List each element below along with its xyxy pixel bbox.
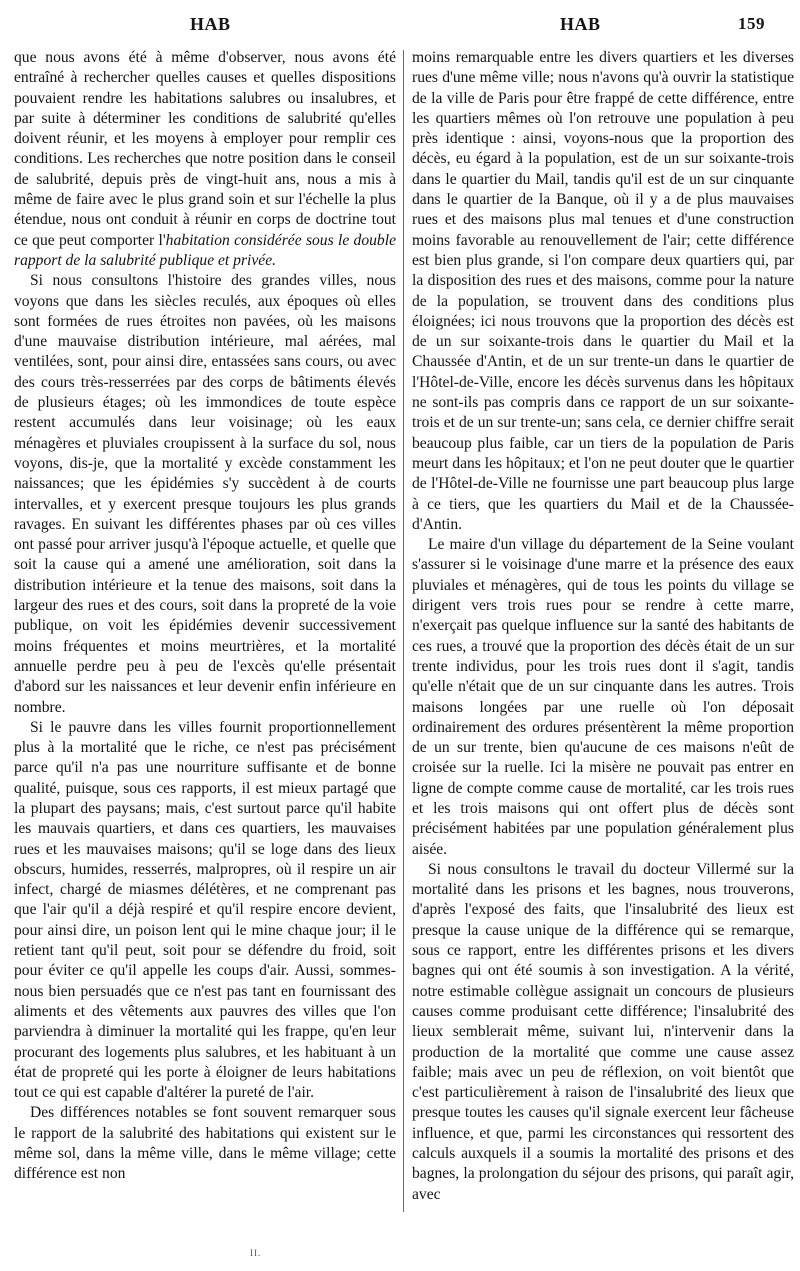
- paragraph-3: Si le pauvre dans les villes fournit proportionnellement plus à la mortalité que le riche, ce n'est pas précisément parce qu'il n'a pas une nourriture suffisante et de bonne qualité, puisque, sous ces rapports, il est mieux partagé que la plupart des paysans; mais, c'est surtout parce qu'il habite les mauvais quartiers, et dans ces quartiers, les mauvaises rues et les mauvaises maisons; qu'il se loge dans des lieux obscurs, humides, resserrés, malpropres, où il respire un air infect, chargé de miasmes délétères, et ne comprenant pas que l'air qu'il a déjà respiré et qu'il respire encore devient, pour ainsi dire, un poison lent qui le mine chaque jour; il le retient tant qu'il peut, soit pour se défendre du froid, soit pour éviter ce qu'il appelle les coups d'air. Aussi, sommes-nous bien persuadés que ce n'est pas tant en fournissant des aliments et des vêtements aux pauvres des villes que l'on parviendra à diminuer la mortalité qui les frappe, qu'en leur procurant des logements plus salubres, et les habituant à un état de propreté qui les porte à éloigner de leurs habitations tout ce qui est capable d'altérer la pureté de l'air.: [14, 718, 396, 1102]
- paragraph-4: Des différences notables se font souvent remarquer sous le rapport de la salubrité des habitations qui existent sur le même sol, dans la même ville, dans le même village; cette différence est non: [14, 1104, 396, 1183]
- paragraph-1-text: que nous avons été à même d'observer, nous avons été entraîné à rechercher quelles causes et quelles dispositions pouvaient rendre les habitations salubres ou insalubres, et par suite à déterminer les conditions de salubrité qu'elles doivent réunir, et les moyens à employer pour remplir ces conditions. Les recherches que notre position dans le conseil de salubrité, depuis près de vingt-huit ans, nous a mis à même de faire avec le plus grand soin et sur l'échelle la plus étendue, nous ont conduit à réunir en corps de doctrine tout ce que peut comporter l': [14, 49, 396, 249]
- paragraph-1: [14, 48, 396, 271]
- running-head-right: HAB: [560, 14, 601, 34]
- left-column: [14, 48, 396, 1218]
- signature-mark: II.: [250, 1248, 262, 1258]
- right-column: [412, 48, 794, 1218]
- paragraph-5: moins remarquable entre les divers quartiers et les diverses rues d'une même ville; nous n'avons qu'à ouvrir la statistique de la ville de Paris pour être frappé de cette différence, entre les quartiers mêmes où l'on retrouve une population à peu près identique : ainsi, voyons-nous que la proportion des décès, eu égard à la population, est de un sur soixante-trois dans le quartier du Mail, tandis qu'il est de un sur cinquante dans le quartier de la Banque, où il y a de plus mauvaises rues et des maisons plus mal tenues et d'une construction moins favorable au renouvellement de l'air; cette différence est bien plus grande, si l'on compare deux quartiers qui, par la disposition des rues et des maisons, comme pour la nature de la population, se trouvent dans des conditions plus éloignées; ici nous trouvons que la proportion des décès est de un sur soixante-trois dans le quartier du Mail et la Chaussée d'Antin, et de un sur trente-un dans le quartier de l'Hôtel-de-Ville, encore les décès survenus dans les hôpitaux ne sont-ils pas compris dans ce rapport de un sur soixante-trois et de un sur trente-un; sans cela, ce dernier chiffre serait beaucoup plus faible, car un tiers de la population de Paris meurt dans les hôpitaux; et l'on ne peut douter que le quartier de l'Hôtel-de-Ville ne fournisse une part beaucoup plus large à ce tiers, que les quartiers du Mail et de la Chaussée-d'Antin.: [412, 49, 794, 533]
- paragraph-7: Si nous consultons le travail du docteur Villermé sur la mortalité dans les prisons et les bagnes, nous trouverons, d'après l'exposé des faits, que l'insalubrité des lieux est presque la cause unique de la différence qui se remarque, sous ce rapport, entre les différentes prisons et les divers bagnes qui ont été soumis à son investigation. A la vérité, notre estimable collègue assignait un concours de plusieurs causes comme produisant cette différence; l'insalubrité des lieux semblerait même, suivant lui, n'intervenir dans la production de la mortalité que comme une cause assez faible; mais avec un peu de réflexion, on voit bientôt que c'est particulièrement à raison de l'insalubrité des lieux que presque toutes les causes qu'il signale exercent leur fâcheuse influence, et que, parmi les circonstances qui ressortent des calculs auxquels il a soumis la mortalité des prisons et des bagnes, la prolongation du séjour des prisons, qui paraît agir, avec: [412, 860, 794, 1203]
- paragraph-1-italic-title: habitation considérée sous le double rapport de la salubrité publique et privée.: [14, 231, 396, 269]
- paragraph-2: Si nous consultons l'histoire des grandes villes, nous voyons que dans les siècles reculés, aux époques où elles sont formées de rues étroites non pavées, où les maisons d'une mauvaise distribution intérieure, mal aérées, mal ventilées, sont, pour ainsi dire, entassées sans cours, ou avec des cours très-resserrées par des corps de bâtiments élevés de plusieurs étages; où les immondices de toute espèce restent accumulés dans leur voisinage; où les eaux ménagères et pluviales croupissent à la surface du sol, nous voyons, dis-je, que la mortalité y excède constamment les naissances; que les épidémies s'y succèdent à de courts intervalles, et y exercent presque toujours les plus grands ravages. En suivant les différentes phases par où ces villes ont passé pour arriver jusqu'à l'époque actuelle, et quelle que soit la cause qui a amené une amélioration, soit dans la distribution intérieure et la tenue des maisons, soit dans la largeur des rues et des cours, soit dans la propreté de la voie publique, on voit les épidémies devenir successivement moins fréquentes et moins meurtrières, et la mortalité annuelle perdre peu à peu de l'excès qu'elle présentait d'abord sur les naissances et leur devenir enfin inférieure en nombre.: [14, 272, 396, 716]
- page-number: 159: [738, 14, 765, 33]
- paragraph-6: Le maire d'un village du département de la Seine voulant s'assurer si le voisinage d'une marre et la présence des eaux pluviales et ménagères, qui de tous les points du village se dirigent vers trois rues pour se rendre à cette marre, n'exerçait pas quelque influence sur la santé des habitants de ces rues, a trouvé que la proportion des décès était de un sur trente individus, pour les trois rues dont il s'agit, tandis qu'elle n'était que de un sur cinquante dans les autres. Trois maisons longées par une ruelle où l'on déposait ordinairement des ordures présentèrent la même proportion de un sur trente, bien qu'aucune de ces maisons n'eût de croisée sur la ruelle. Ici la misère ne pouvait pas entrer en ligne de compte comme cause de mortalité, car les trois rues et les trois maisons qui ont offert plus de décès sont précisément habitées par une population généralement plus aisée.: [412, 536, 794, 858]
- column-divider: [403, 50, 404, 1212]
- running-head-left: HAB: [190, 14, 231, 34]
